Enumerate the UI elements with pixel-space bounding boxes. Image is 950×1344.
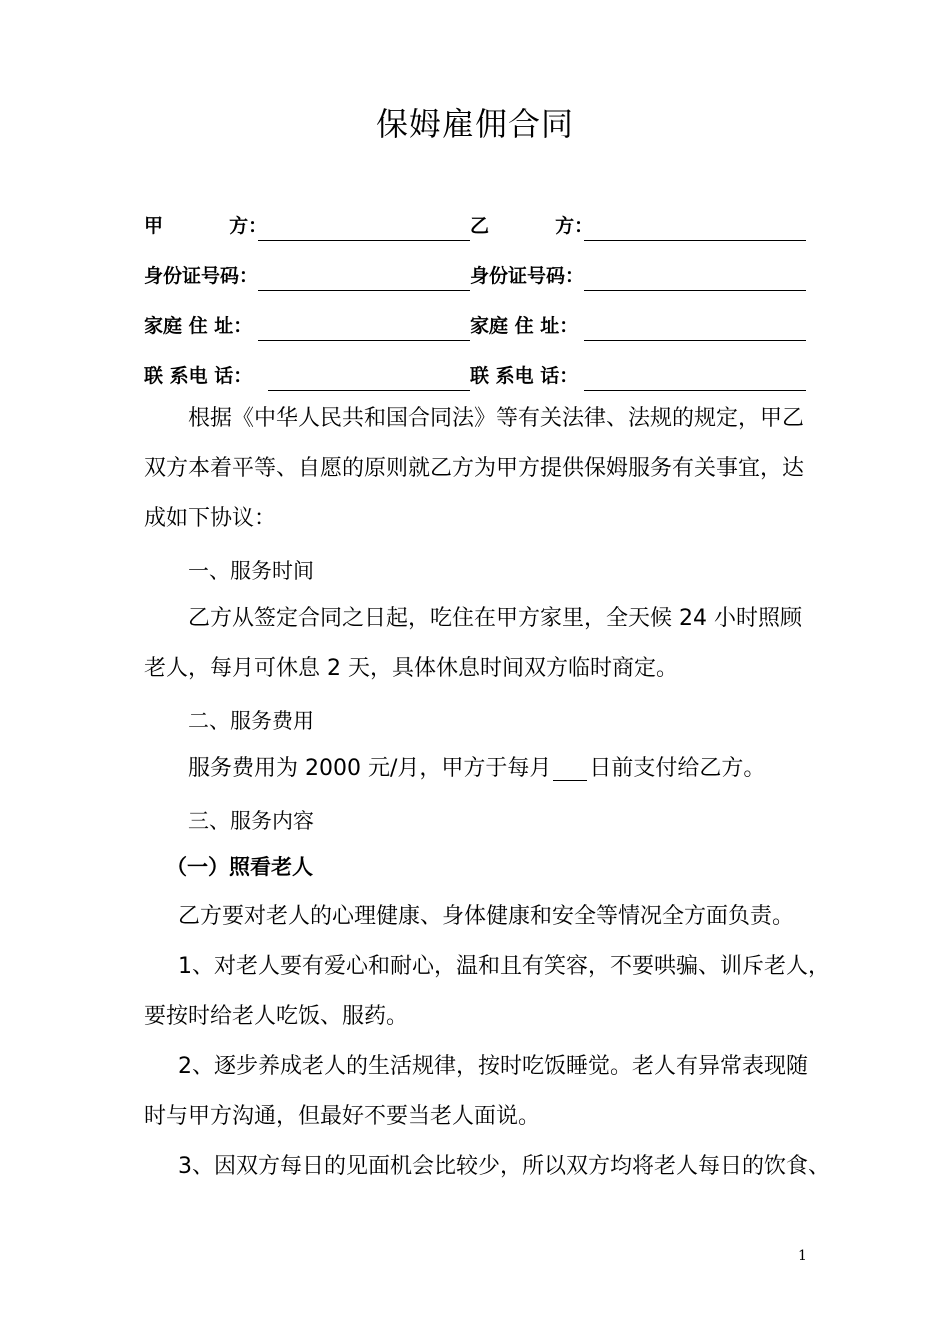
addr-a-label: 家庭 住 址： (144, 315, 253, 337)
addr-b-label: 家庭 住 址： (470, 315, 579, 337)
party-b-field (470, 212, 810, 242)
intro-line-3: 成如下协议： (144, 506, 277, 531)
subsection-elderly-care-heading: （一）照看老人 (166, 855, 313, 879)
section-2-line (144, 744, 814, 794)
fee-text-after: 日前支付给乙方。 (589, 756, 766, 781)
tel-a-label: 联 系电 话： (144, 365, 253, 387)
section-3-heading: 三、服务内容 (188, 809, 314, 833)
section-1-line-2: 老人，每月可休息 2 天，具体休息时间双方临时商定。 (144, 656, 678, 681)
tel-a-blank[interactable] (268, 390, 470, 391)
addr-b-blank[interactable] (584, 340, 806, 341)
care-item-1-line-2: 要按时给老人吃饭、服药。 (144, 1004, 409, 1029)
intro-line-2: 双方本着平等、自愿的原则就乙方为甲方提供保姆服务有关事宜，达 (144, 456, 805, 481)
id-a-label: 身份证号码： (144, 265, 259, 287)
id-b-blank[interactable] (584, 290, 806, 291)
section-3-paragraph (144, 892, 830, 1192)
id-a-blank[interactable] (258, 290, 470, 291)
id-b-field (470, 262, 810, 292)
section-1-paragraph (144, 594, 814, 694)
payment-day-blank[interactable] (553, 756, 587, 781)
party-b-blank[interactable] (584, 240, 806, 241)
party-a-label: 甲 方： (144, 215, 268, 237)
tel-b-blank[interactable] (584, 390, 806, 391)
tel-b-field (470, 362, 810, 392)
party-a-field (144, 212, 474, 242)
tel-a-field (144, 362, 474, 392)
addr-a-blank[interactable] (258, 340, 470, 341)
document-title: 保姆雇佣合同 (375, 105, 574, 143)
section-2-heading: 二、服务费用 (188, 709, 314, 733)
fee-text-before: 服务费用为 2000 元/月，甲方于每月 (188, 756, 552, 781)
id-a-field (144, 262, 474, 292)
intro-paragraph (144, 394, 814, 544)
addr-a-field (144, 312, 474, 342)
tel-b-label: 联 系电 话： (470, 365, 579, 387)
care-item-2-line-2: 时与甲方沟通，但最好不要当老人面说。 (144, 1104, 541, 1129)
page-number: 1 (798, 1248, 807, 1264)
care-item-1-line-1: 1、对老人要有爱心和耐心，温和且有笑容，不要哄骗、训斥老人， (178, 954, 830, 979)
section-1-line-1: 乙方从签定合同之日起，吃住在甲方家里，全天候 24 小时照顾 (188, 606, 802, 631)
section-1-heading: 一、服务时间 (188, 559, 314, 583)
party-a-blank[interactable] (258, 240, 470, 241)
id-b-label: 身份证号码： (470, 265, 585, 287)
party-b-label: 乙 方： (470, 215, 594, 237)
care-item-3-line-1: 3、因双方每日的见面机会比较少，所以双方均将老人每日的饮食、 (178, 1154, 830, 1179)
intro-line-1: 根据《中华人民共和国合同法》等有关法律、法规的规定，甲乙 (188, 406, 805, 431)
care-item-2-line-1: 2、逐步养成老人的生活规律，按时吃饭睡觉。老人有异常表现随 (178, 1054, 808, 1079)
addr-b-field (470, 312, 810, 342)
care-intro-line: 乙方要对老人的心理健康、身体健康和安全等情况全方面负责。 (178, 904, 795, 929)
section-2-paragraph (144, 744, 814, 794)
